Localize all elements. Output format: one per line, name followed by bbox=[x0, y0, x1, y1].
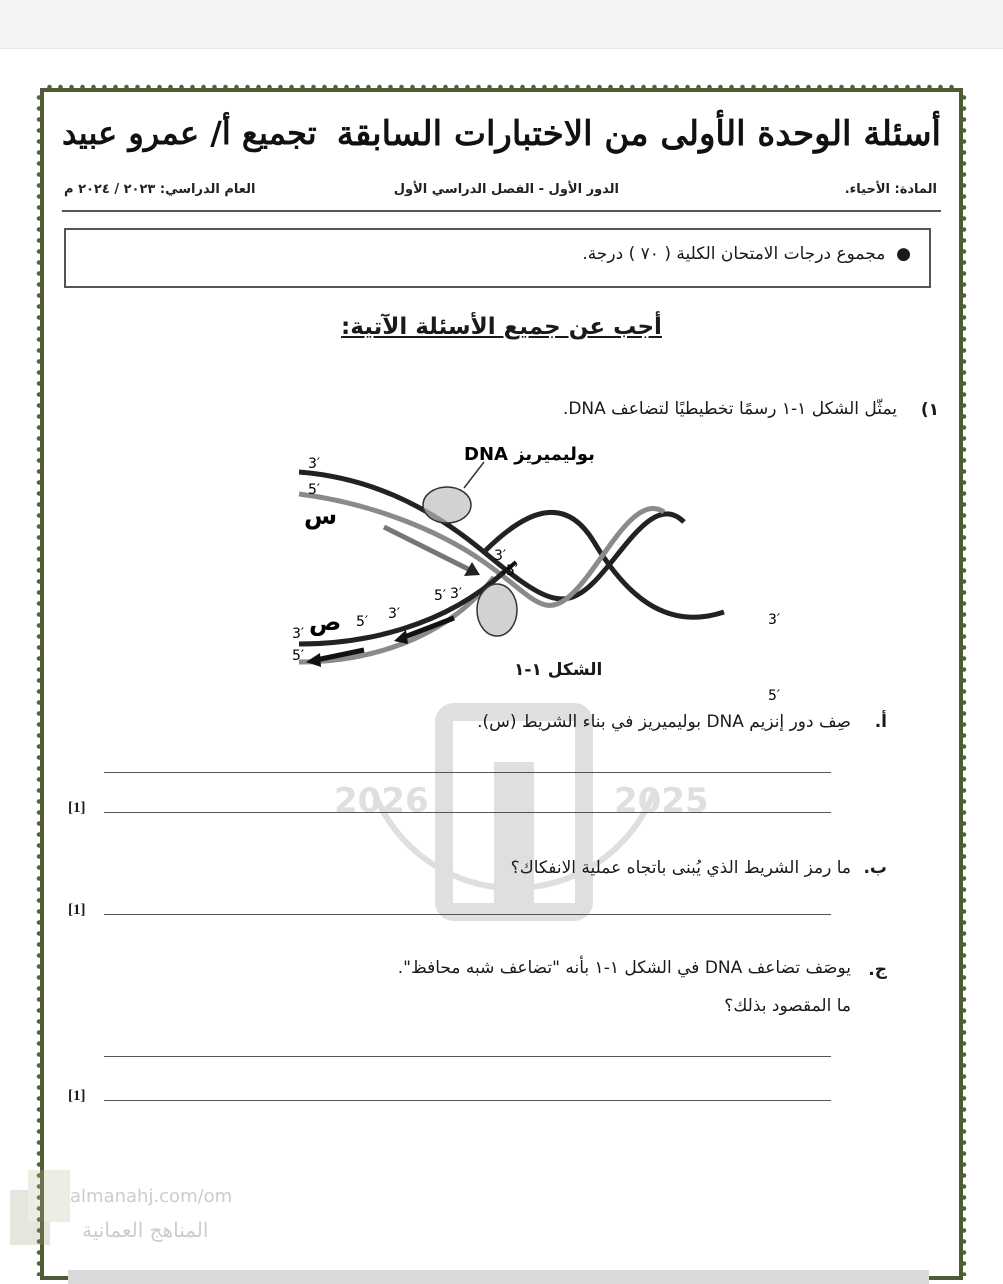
polymerase-label: DNA بوليميريز bbox=[464, 444, 595, 465]
watermark-year-right: 2025 bbox=[614, 781, 709, 821]
site-logo-icon bbox=[10, 1170, 70, 1250]
footer-strip bbox=[68, 1270, 929, 1284]
header-divider bbox=[62, 210, 941, 212]
answer-line[interactable] bbox=[104, 772, 831, 773]
end-label: 3′ bbox=[308, 456, 321, 472]
polymerase-ellipse-2 bbox=[477, 584, 517, 636]
part-a-mark: [1] bbox=[68, 800, 86, 816]
part-c-text-2: ما المقصود بذلك؟ bbox=[724, 996, 851, 1016]
part-b-text: ما رمز الشريط الذي يُبنى باتجاه عملية الانفكاك؟ bbox=[510, 858, 851, 878]
watermark-year-left: 2026 bbox=[334, 781, 429, 821]
browser-top-bar bbox=[0, 0, 1003, 49]
part-c-text: يوصَف تضاعف DNA في الشكل ١-١ بأنه "تضاعف شبه محافظ". bbox=[397, 958, 851, 978]
total-marks-text: مجموع درجات الامتحان الكلية ( ٧٠ ) درجة. bbox=[582, 244, 886, 264]
answer-line[interactable] bbox=[104, 1056, 831, 1057]
page-title: أسئلة الوحدة الأولى من الاختبارات السابقة bbox=[336, 114, 941, 154]
end-label: 5′ bbox=[768, 688, 781, 704]
part-c-mark: [1] bbox=[68, 1088, 86, 1104]
polymerase-pointer bbox=[464, 462, 484, 488]
end-label: 3′ bbox=[292, 626, 305, 642]
border-left-decoration bbox=[34, 92, 44, 1276]
strand-y-label: ص bbox=[309, 608, 342, 636]
answer-line[interactable] bbox=[104, 1100, 831, 1101]
site-url-watermark: almanahj.com/om bbox=[70, 1186, 233, 1207]
exam-sheet bbox=[40, 88, 963, 1280]
border-top-decoration bbox=[44, 82, 959, 92]
academic-year-label: العام الدراسي: ٢٠٢٣ / ٢٠٢٤ م bbox=[64, 182, 256, 197]
instructions-heading: أجب عن جميع الأسئلة الآتية: bbox=[341, 314, 662, 340]
end-label: 3′ bbox=[388, 606, 401, 622]
dna-replication-figure bbox=[244, 432, 781, 704]
question-number: ١) bbox=[920, 400, 939, 420]
compiler-name: تجميع أ/ عمرو عبيد bbox=[62, 114, 317, 152]
end-label: 3′ bbox=[494, 548, 507, 564]
end-label: 5′ bbox=[292, 648, 305, 664]
parent-strand-dark-2 bbox=[484, 512, 724, 617]
end-label: 3′ bbox=[450, 586, 463, 602]
part-c-letter: ج. bbox=[868, 960, 887, 980]
answer-line[interactable] bbox=[104, 914, 831, 915]
end-label: 5′ bbox=[356, 614, 369, 630]
info-box bbox=[64, 228, 931, 288]
info-box-text bbox=[582, 244, 911, 264]
strand-x-label: س bbox=[304, 502, 338, 530]
site-name-watermark: المناهج العمانية bbox=[82, 1218, 209, 1242]
part-b-letter: ب. bbox=[863, 858, 887, 878]
answer-line[interactable] bbox=[104, 812, 831, 813]
end-label: 5′ bbox=[434, 588, 447, 604]
part-a-letter: أ. bbox=[874, 712, 887, 732]
subject-label: المادة: الأحياء. bbox=[844, 182, 937, 197]
question-text: يمثّل الشكل ١-١ رسمًا تخطيطيًا لتضاعف DNA. bbox=[562, 399, 897, 419]
border-right-decoration bbox=[959, 92, 969, 1276]
polymerase-ellipse-1 bbox=[423, 487, 471, 523]
part-b-mark: [1] bbox=[68, 902, 86, 918]
exam-round-label: الدور الأول - الفصل الدراسي الأول bbox=[393, 182, 619, 197]
end-label: 5′ bbox=[308, 482, 321, 498]
part-a-text: صِف دور إنزيم DNA بوليميريز في بناء الشريط (س). bbox=[477, 712, 851, 732]
bullet-icon: ● bbox=[896, 244, 911, 264]
end-label: 3′ bbox=[768, 612, 781, 628]
figure-caption: الشكل ١-١ bbox=[514, 660, 603, 680]
end-label: 5′ bbox=[506, 563, 519, 579]
